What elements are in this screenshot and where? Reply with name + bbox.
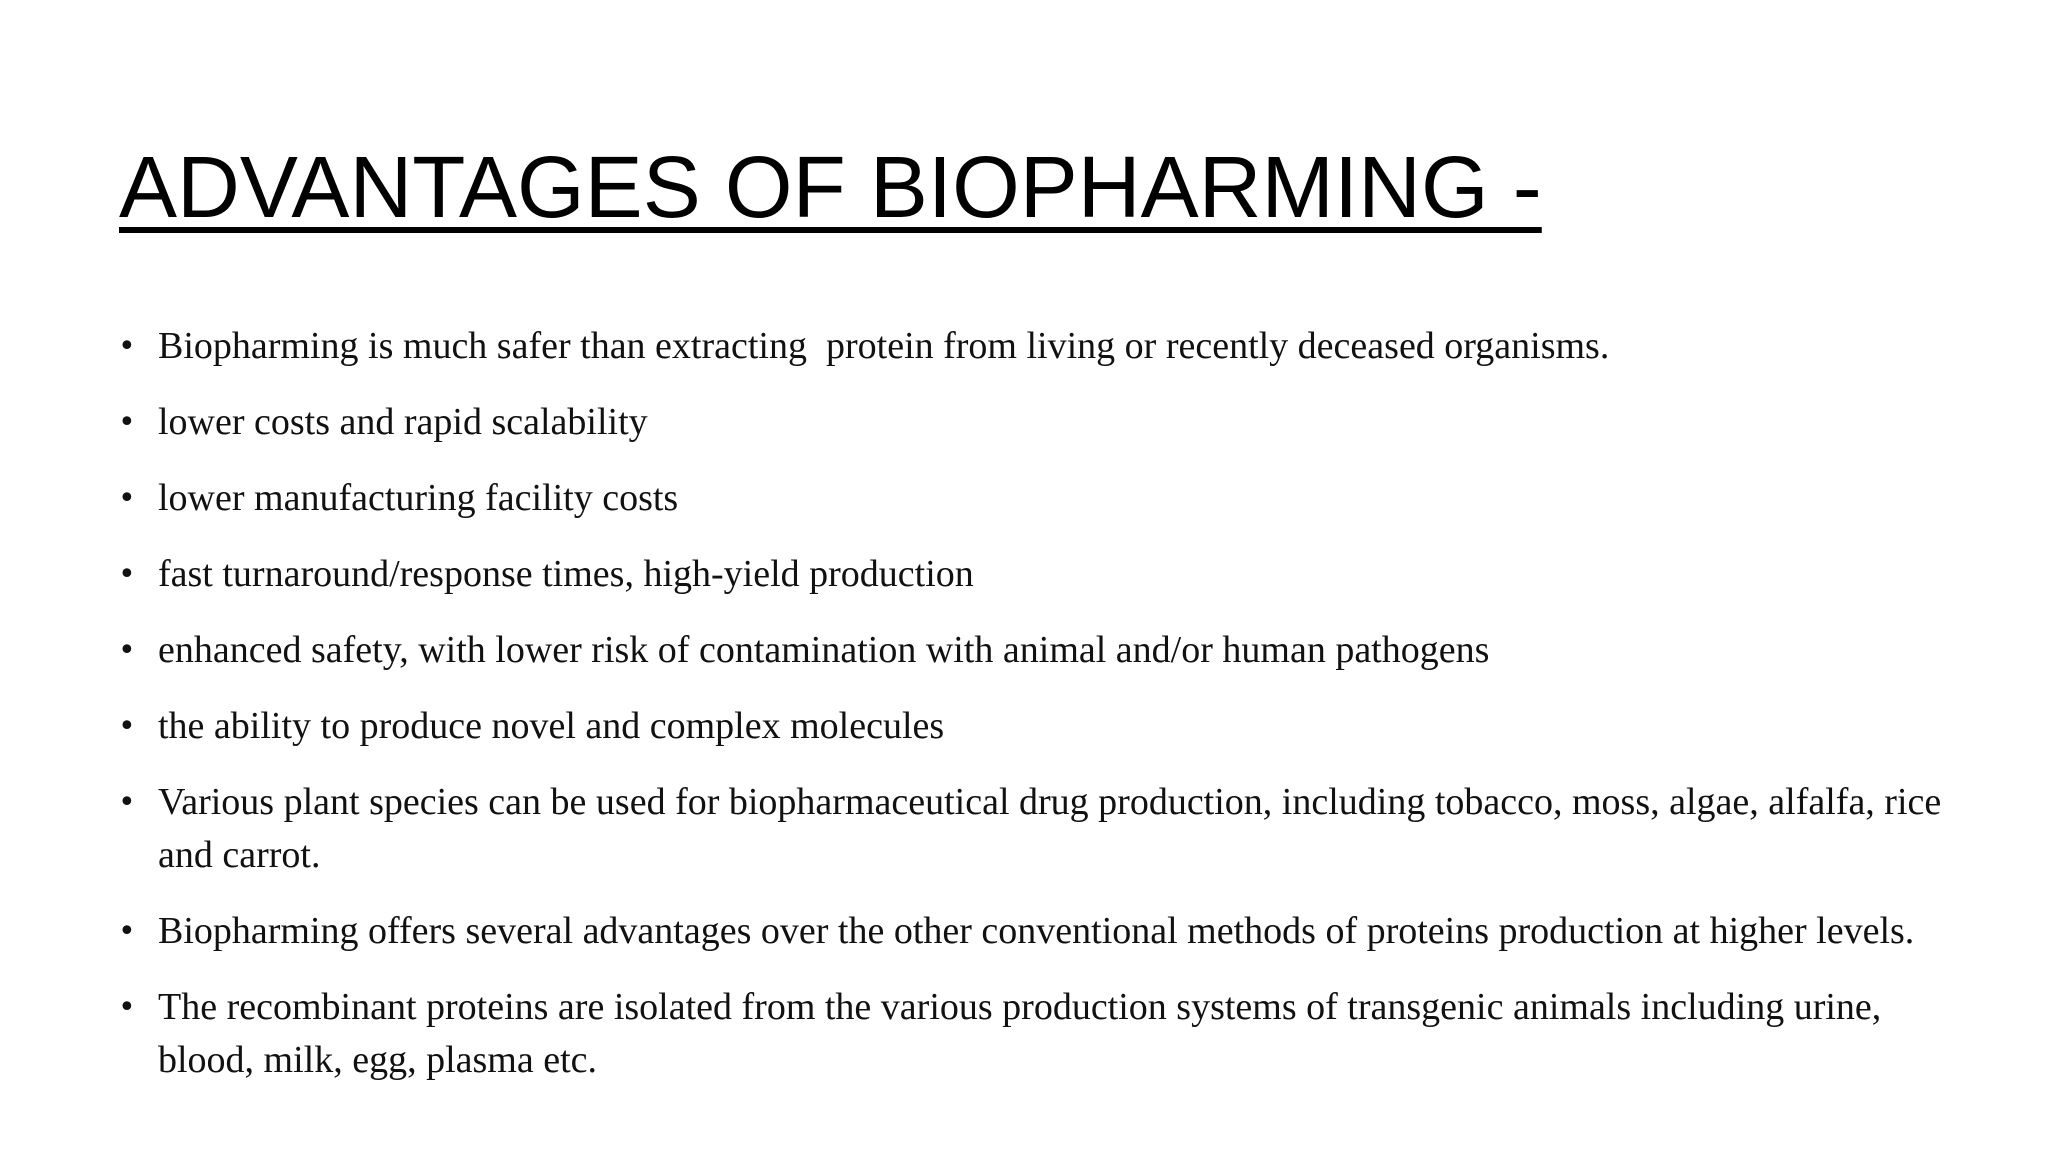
bullet-text: The recombinant proteins are isolated from the various production systems of transgenic animals including urine, blood, milk, egg, plasma etc. — [158, 986, 1882, 1081]
list-item — [118, 472, 1958, 525]
bullet-marker: • — [118, 709, 136, 744]
list-item — [118, 700, 1958, 753]
bullet-marker: • — [118, 329, 136, 364]
bullet-text: lower manufacturing facility costs — [158, 477, 679, 519]
bullet-list — [118, 320, 1958, 1110]
bullet-marker: • — [118, 785, 136, 820]
bullet-marker: • — [118, 914, 136, 949]
slide-title: ADVANTAGES OF BIOPHARMING - — [119, 139, 1542, 236]
bullet-text: fast turnaround/response times, high-yield production — [158, 553, 974, 595]
bullet-text: Biopharming offers several advantages over the other conventional methods of proteins production at higher levels. — [158, 910, 1915, 952]
list-item — [118, 320, 1958, 373]
list-item — [118, 981, 1958, 1087]
bullet-marker: • — [118, 481, 136, 516]
bullet-marker: • — [118, 990, 136, 1025]
bullet-marker: • — [118, 633, 136, 668]
bullet-text: enhanced safety, with lower risk of contamination with animal and/or human pathogens — [158, 629, 1490, 671]
bullet-text: the ability to produce novel and complex molecules — [158, 705, 945, 747]
list-item — [118, 905, 1958, 958]
list-item — [118, 548, 1958, 601]
list-item — [118, 624, 1958, 677]
bullet-text: Biopharming is much safer than extracting protein from living or recently deceased organisms. — [158, 325, 1610, 367]
bullet-marker: • — [118, 557, 136, 592]
bullet-text: lower costs and rapid scalability — [158, 401, 648, 443]
bullet-marker: • — [118, 405, 136, 440]
bullet-text: Various plant species can be used for biopharmaceutical drug production, including tobacco, moss, algae, alfalfa, rice and carrot. — [158, 781, 1942, 876]
list-item — [118, 776, 1958, 882]
list-item — [118, 396, 1958, 449]
